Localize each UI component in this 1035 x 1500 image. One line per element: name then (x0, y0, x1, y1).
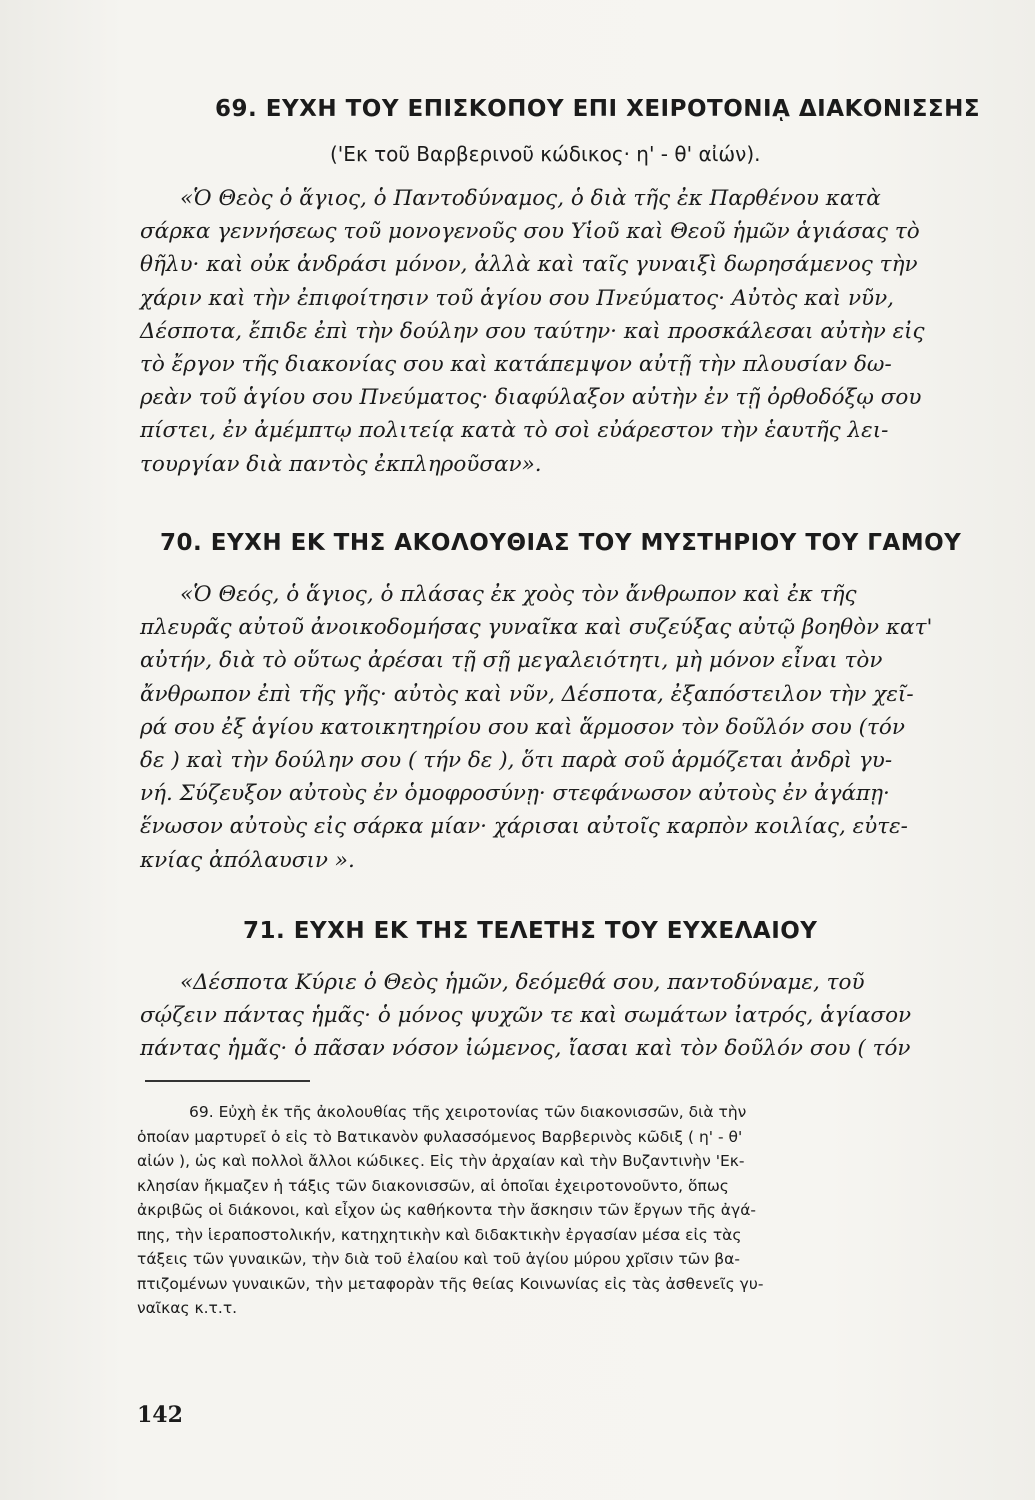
text-line: ρά σου ἐξ ἁγίου κατοικητηρίου σου καὶ ἅρμοσον τὸν δοῦλόν σου (τόν (140, 714, 905, 740)
footnote-line: τάξεις τῶν γυναικῶν, τὴν διὰ τοῦ ἐλαίου καὶ τοῦ ἁγίου μύρου χρῖσιν τῶν βα- (137, 1250, 740, 1268)
footnote-divider (145, 1080, 310, 1082)
heading-69: 69. ΕΥΧΗ ΤΟΥ ΕΠΙΣΚΟΠΟΥ ΕΠΙ ΧΕΙΡΟΤΟΝΙᾼ ΔΙΑΚΟΝΙΣΣΗΣ (215, 96, 981, 122)
heading-71: 71. ΕΥΧΗ ΕΚ ΤΗΣ ΤΕΛΕΤΗΣ ΤΟΥ ΕΥΧΕΛΑΙΟΥ (243, 918, 818, 944)
text-line: ρεὰν τοῦ ἁγίου σου Πνεύματος· διαφύλαξον αὐτὴν ἐν τῇ ὀρθοδόξῳ σου (140, 385, 922, 411)
footnote-line: ὁποίαν μαρτυρεῖ ὁ εἰς τὸ Βατικανὸν φυλασσόμενος Βαρβερινὸς κῶδιξ ( η' - θ' (137, 1127, 743, 1146)
text-line: αὐτήν, διὰ τὸ οὕτως ἀρέσαι τῇ σῇ μεγαλειότητι, μὴ μόνον εἶναι τὸν (140, 648, 883, 674)
text-line: ἕνωσον αὐτοὺς εἰς σάρκα μίαν· χάρισαι αὐτοῖς καρπὸν κοιλίας, εὐτε- (140, 814, 908, 840)
text-line: πάντας ἡμᾶς· ὁ πᾶσαν νόσον ἰώμενος, ἴασαι καὶ τὸν δοῦλόν σου ( τόν (140, 1036, 911, 1062)
text-line: θῆλυ· καὶ οὐκ ἀνδράσι μόνον, ἀλλὰ καὶ ταῖς γυναιξὶ δωρησάμενος τὴν (140, 252, 918, 278)
text-line: σῴζειν πάντας ἡμᾶς· ὁ μόνος ψυχῶν τε καὶ σωμάτων ἰατρός, ἁγίασον (140, 1003, 912, 1029)
text-line: τουργίαν διὰ παντὸς ἐκπληροῦσαν». (140, 451, 542, 477)
footnote-line: πτιζομένων γυναικῶν, τὴν μεταφορὰν τῆς θείας Κοινωνίας εἰς τὰς ἀσθενεῖς γυ- (137, 1274, 764, 1293)
text-line: κνίας ἀπόλαυσιν ». (140, 847, 355, 873)
text-line: χάριν καὶ τὴν ἐπιφοίτησιν τοῦ ἁγίου σου Πνεύματος· Αὐτὸς καὶ νῦν, (140, 285, 895, 311)
footnote-line: πης, τὴν ἱεραποστολικήν, κατηχητικὴν καὶ διδακτικὴν ἐργασίαν μέσα εἰς τὰς (137, 1225, 742, 1244)
text-line: «Δέσποτα Κύριε ὁ Θεὸς ἡμῶν, δεόμεθά σου, παντοδύναμε, τοῦ (180, 970, 865, 995)
prayer-70 (140, 578, 1000, 877)
footnote-69 (137, 1100, 997, 1321)
page-number: 142 (137, 1402, 183, 1428)
heading-70: 70. ΕΥΧΗ ΕΚ ΤΗΣ ΑΚΟΛΟΥΘΙΑΣ ΤΟΥ ΜΥΣΤΗΡΙΟΥ ΤΟΥ ΓΑΜΟΥ (160, 530, 962, 556)
text-line: πλευρᾶς αὐτοῦ ἀνοικοδομήσας γυναῖκα καὶ συζεύξας αὐτῷ βοηθὸν κατ' (140, 615, 933, 641)
text-line: νή. Σύζευξον αὐτοὺς ἐν ὁμοφροσύνῃ· στεφάνωσον αὐτοὺς ἐν ἀγάπῃ· (140, 781, 890, 807)
text-line: πίστει, ἐν ἀμέμπτῳ πολιτείᾳ κατὰ τὸ σοὶ εὐάρεστον τὴν ἑαυτῆς λει- (140, 418, 889, 444)
prayer-71 (140, 966, 1000, 1066)
text-line: Δέσποτα, ἔπιδε ἐπὶ τὴν δούλην σου ταύτην· καὶ προσκάλεσαι αὐτὴν εἰς (140, 318, 925, 344)
text-line: σάρκα γεννήσεως τοῦ μονογενοῦς σου Υἱοῦ καὶ Θεοῦ ἡμῶν ἁγιάσας τὸ (140, 219, 920, 245)
text-line: δε ) καὶ τὴν δούλην σου ( τήν δε ), ὅτι παρὰ σοῦ ἁρμόζεται ἀνδρὶ γυ- (140, 747, 893, 773)
footnote-line: 69. Εὐχὴ ἐκ τῆς ἀκολουθίας τῆς χειροτονίας τῶν διακονισσῶν, διὰ τὴν (189, 1103, 747, 1121)
text-line: «Ὁ Θεός, ὁ ἅγιος, ὁ πλάσας ἐκ χοὸς τὸν ἄνθρωπον καὶ ἐκ τῆς (180, 582, 857, 607)
text-line: ἄνθρωπον ἐπὶ τῆς γῆς· αὐτὸς καὶ νῦν, Δέσποτα, ἐξαπόστειλον τὴν χεῖ- (140, 681, 914, 707)
footnote-line: κλησίαν ἤκμαζεν ἡ τάξις τῶν διακονισσῶν, αἱ ὁποῖαι ἐχειροτονοῦντο, ὅπως (137, 1176, 729, 1195)
footnote-line: ναῖκας κ.τ.τ. (137, 1299, 238, 1317)
footnote-line: αἰών ), ὡς καὶ πολλοὶ ἄλλοι κώδικες. Εἰς τὴν ἀρχαίαν καὶ τὴν Βυζαντινὴν 'Εκ- (137, 1152, 745, 1170)
text-line: «Ὁ Θεὸς ὁ ἅγιος, ὁ Παντοδύναμος, ὁ διὰ τῆς ἐκ Παρθένου κατὰ (180, 186, 881, 211)
text-line: τὸ ἔργον τῆς διακονίας σου καὶ κατάπεμψον αὐτῇ τὴν πλουσίαν δω- (140, 351, 892, 377)
prayer-69 (140, 182, 1000, 481)
source-note-69: ('Εκ τοῦ Βαρβερινοῦ κώδικος· η' - θ' αἰών). (330, 142, 761, 166)
footnote-line: ἀκριβῶς οἱ διάκονοι, καὶ εἶχον ὡς καθήκοντα τὴν ἄσκησιν τῶν ἔργων τῆς ἀγά- (137, 1201, 757, 1219)
